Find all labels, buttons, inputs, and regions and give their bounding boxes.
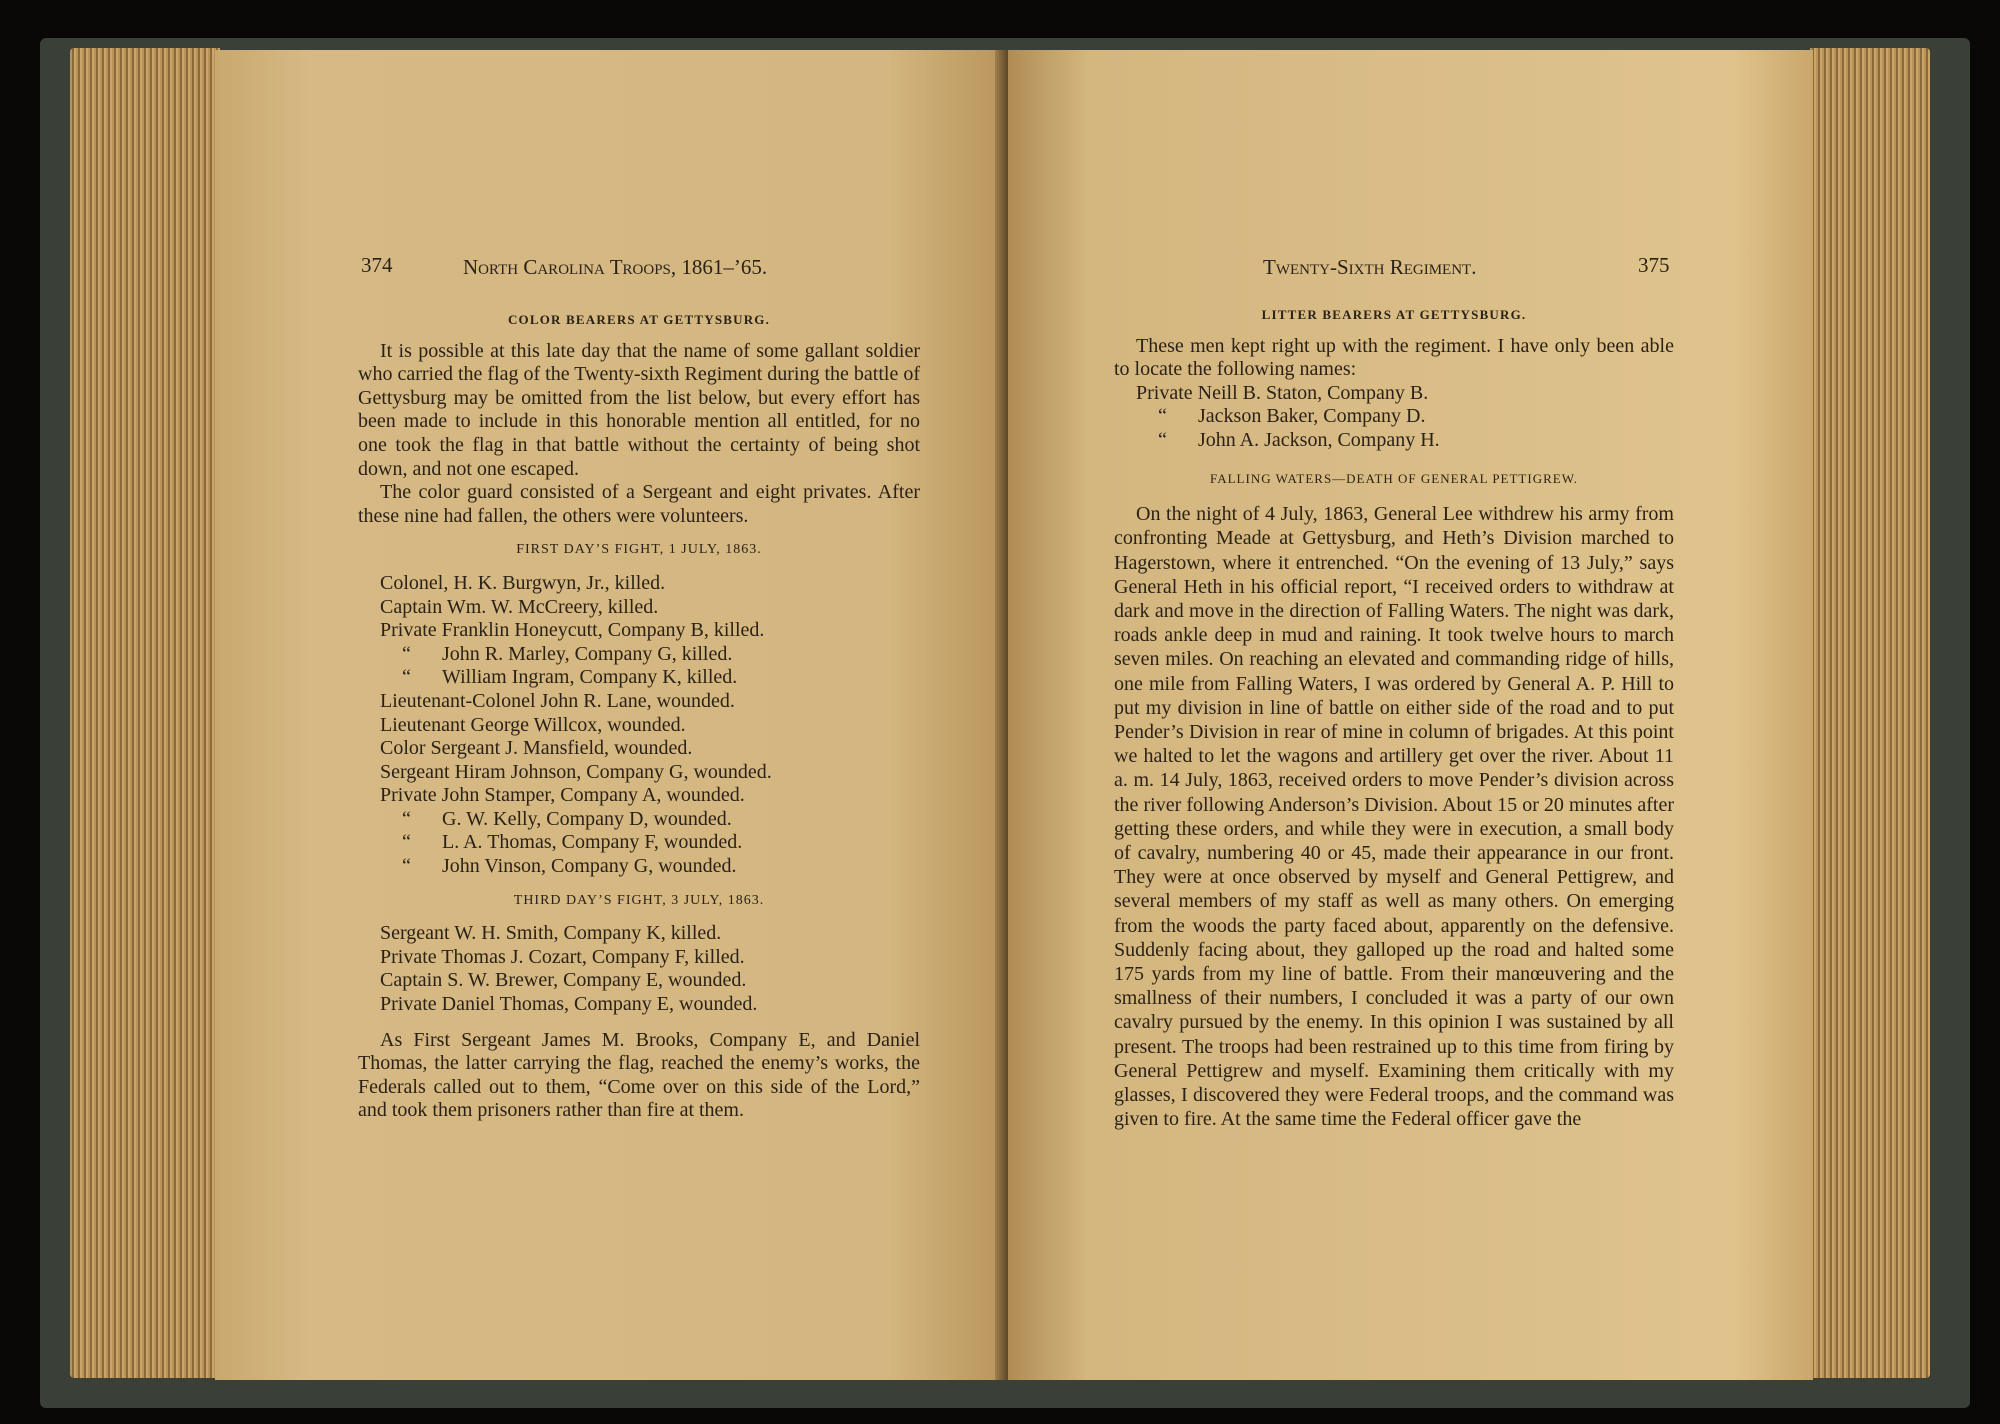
list-item: Private Franklin Honeycutt, Company B, killed. <box>380 619 765 642</box>
ditto-mark: “ <box>1158 405 1167 428</box>
right-page-edges <box>1810 48 1930 1378</box>
heading-third-day: THIRD DAY’S FIGHT, 3 JULY, 1863. <box>513 892 765 908</box>
list-item: Captain Wm. W. McCreery, killed. <box>380 595 659 618</box>
list-item: “ John Vinson, Company G, wounded. <box>380 855 920 879</box>
list-item: “ L. A. Thomas, Company F, wounded. <box>380 831 920 855</box>
list-item: Private Thomas J. Cozart, Company F, killed. <box>380 945 745 968</box>
heading-first-day: FIRST DAY’S FIGHT, 1 JULY, 1863. <box>516 542 762 558</box>
list-item: “ John A. Jackson, Company H. <box>1136 429 1674 453</box>
list-item: Sergeant Hiram Johnson, Company G, wounded. <box>380 760 772 783</box>
left-page-edges <box>70 48 220 1378</box>
third-day-list <box>358 922 920 1016</box>
heading-color-bearers: COLOR BEARERS AT GETTYSBURG. <box>507 312 771 327</box>
ditto-mark: “ <box>402 642 411 665</box>
list-item: Private Neill B. Staton, Company B. <box>1136 381 1429 404</box>
heading-litter-bearers: LITTER BEARERS AT GETTYSBURG. <box>1261 307 1527 322</box>
list-item: Color Sergeant J. Mansfield, wounded. <box>380 737 693 760</box>
list-item: “ G. W. Kelly, Company D, wounded. <box>380 808 920 832</box>
paragraph-brooks: As First Sergeant James M. Brooks, Company E, and Daniel Thomas, the latter carrying the flag, reached the enemy’s works, the Federals called out to them, “Come over on this side of the Lord,” and took them prisoners rather than fire at them. <box>358 1028 920 1122</box>
ditto-mark: “ <box>402 666 411 689</box>
right-page-body <box>1114 303 1674 1131</box>
litter-list <box>1114 382 1674 453</box>
ditto-mark: “ <box>402 855 411 878</box>
first-day-list <box>358 572 920 879</box>
ditto-mark: “ <box>1158 428 1167 451</box>
page-number-left: 374 <box>361 253 393 277</box>
list-item: “ William Ingram, Company K, killed. <box>380 666 920 690</box>
page-number-right: 375 <box>1638 253 1670 277</box>
list-item: Captain S. W. Brewer, Company E, wounded. <box>380 969 747 992</box>
ditto-mark: “ <box>402 807 411 830</box>
paragraph-heth-report: On the night of 4 July, 1863, General Lee withdrew his army from confronting Meade at Gettysburg, and Heth’s Division marched to Hagerstown, where it entrenched. “On the evening of 13 July,” says General Heth in his official report, “I received orders to withdraw at dark and move in the direction of Falling Waters. The night was dark, roads ankle deep in mud and raining. It took twelve hours to march seven miles. On reaching an elevated and commanding ridge of hills, one mile from Falling Waters, I was ordered by General A. P. Hill to put my division in line of battle on either side of the road and to put Pender’s Division in rear of mine in column of brigades. At this point we halted to let the wagons and artillery get over the river. About 11 a. m. 14 July, 1863, received orders to move Pender’s division across the river following Anderson’s Division. About 15 or 20 minutes after getting these orders, and while they were in execution, a small body of cavalry, numbering 40 or 45, made their appearance in our front. They were at once observed by myself and General Pettigrew, and several members of my staff as well as many others. On emerging from the woods the party faced about, apparently on the defensive. Suddenly facing about, they galloped up the road and halted some 175 yards from my line of battle. From their manœuvering and the smallness of their numbers, I concluded it was a party of our own cavalry pursued by the enemy. In this opinion I was sustained by all present. The troops had been restrained up to this time from firing by General Pettigrew and myself. Examining them critically with my glasses, I discovered they were Federal troops, and the command was given to fire. At the same time the Federal officer gave the <box>1114 503 1674 1131</box>
ditto-mark: “ <box>402 831 411 854</box>
heading-falling-waters: FALLING WATERS—DEATH OF GENERAL PETTIGREW. <box>1209 470 1579 486</box>
left-page-body <box>358 308 920 1123</box>
list-item: Lieutenant George Willcox, wounded. <box>380 713 686 736</box>
paragraph-intro: It is possible at this late day that the name of some gallant soldier who carried the flag of the Twenty-sixth Regiment during the battle of Gettysburg may be omitted from the list below, but every effort has been made to include in this honorable mention all entitled, for no one took the flag in that battle without the certainty of being shot down, and not one escaped. <box>358 339 920 480</box>
right-page <box>1008 50 1813 1380</box>
list-item: Private Daniel Thomas, Company E, wounded. <box>380 993 758 1016</box>
paragraph-litter: These men kept right up with the regiment. I have only been able to locate the following names: <box>1114 334 1674 381</box>
list-item: Private John Stamper, Company A, wounded. <box>380 784 745 807</box>
paragraph-color-guard: The color guard consisted of a Sergeant and eight privates. After these nine had fallen, the others were volunteers. <box>358 481 920 527</box>
list-item: Sergeant W. H. Smith, Company K, killed. <box>380 922 722 945</box>
left-page <box>215 50 1005 1380</box>
list-item: “ John R. Marley, Company G, killed. <box>380 643 920 667</box>
list-item: Colonel, H. K. Burgwyn, Jr., killed. <box>380 571 666 594</box>
list-item: “ Jackson Baker, Company D. <box>1136 405 1674 429</box>
running-head-left: North Carolina Troops, 1861–’65. <box>463 255 768 279</box>
list-item: Lieutenant-Colonel John R. Lane, wounded. <box>380 689 735 712</box>
running-head-right: Twenty-Sixth Regiment. <box>1263 255 1477 279</box>
